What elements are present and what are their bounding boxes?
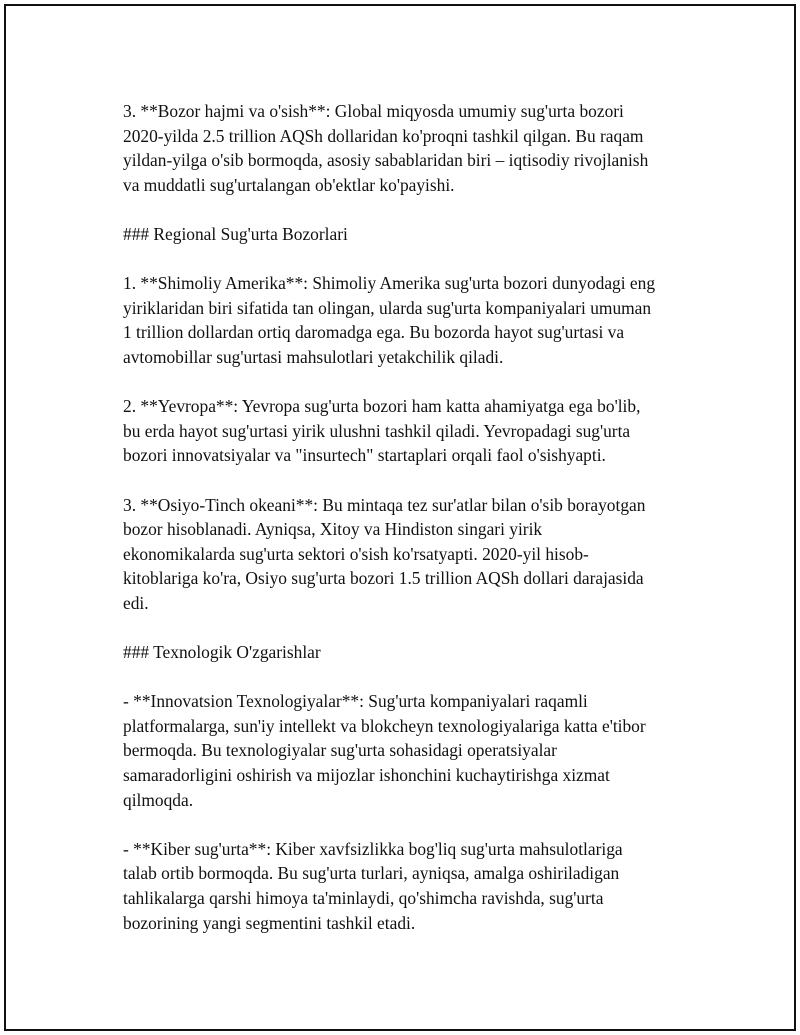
page-border — [4, 4, 796, 1031]
heading-regional-markets: ### Regional Sug'urta Bozorlari — [123, 223, 348, 244]
document-body — [123, 99, 695, 960]
paragraph-europe: 2. **Yevropa**: Yevropa sug'urta bozori ham katta ahamiyatga ega bo'lib, bu erda hayot sug'urtasi yirik ulushni tashkil qiladi. Yevropadagi sug'urta bozori innovatsiyalar va "insurtech" startaplari orqali faol o'sishyapti. — [123, 396, 641, 466]
paragraph-market-size: 3. **Bozor hajmi va o'sish**: Global miqyosda umumiy sug'urta bozori 2020-yilda 2.5 trillion AQSh dollaridan ko'proqni tashkil qilgan. Bu raqam yildan-yilga o'sib bormoqda, asosiy sabablaridan biri – iqtisodiy rivojlanish va muddatli sug'urtalangan ob'ektlar ko'payishi. — [123, 101, 649, 195]
paragraph-cyber-insurance: - **Kiber sug'urta**: Kiber xavfsizlikka bog'liq sug'urta mahsulotlariga talab ortib bormoqda. Bu sug'urta turlari, ayniqsa, amalga oshiriladigan tahlikalarga qarshi himoya ta'minlaydi, qo'shimcha ravishda, sug'urta bozorining yangi segmentini tashkil etadi. — [123, 838, 623, 933]
paragraph-innovative-technologies: - **Innovatsion Texnologiyalar**: Sug'urta kompaniyalari raqamli platformalarga, sun'iy intellekt va blokcheyn texnologiyalariga katta e'tibor bermoqda. Bu texnologiyalar sug'urta sohasidagi operatsiyalar samaradorligini oshirish va mijozlar ishonchini kuchaytirishga xizmat qilmoqda. — [123, 691, 646, 810]
heading-technological-changes: ### Texnologik O'zgarishlar — [123, 642, 321, 663]
paragraph-north-america: 1. **Shimoliy Amerika**: Shimoliy Amerika sug'urta bozori dunyodagi eng yiriklaridan biri sifatida tan olingan, ularda sug'urta kompaniyalari umuman 1 trillion dollardan ortiq daromadga ega. Bu bozorda hayot sug'urtasi va avtomobillar sug'urtasi mahsulotlari yetakchilik qiladi. — [123, 273, 656, 367]
paragraph-asia-pacific: 3. **Osiyo-Tinch okeani**: Bu mintaqa tez sur'atlar bilan o'sib borayotgan bozor hisoblanadi. Ayniqsa, Xitoy va Hindiston singari yirik ekonomikalarda sug'urta sektori o'sish ko'rsatyapti. 2020-yil hisob- kitoblariga ko'ra, Osiyo sug'urta bozori 1.5 trillion AQSh dollari darajasida edi. — [123, 494, 646, 613]
